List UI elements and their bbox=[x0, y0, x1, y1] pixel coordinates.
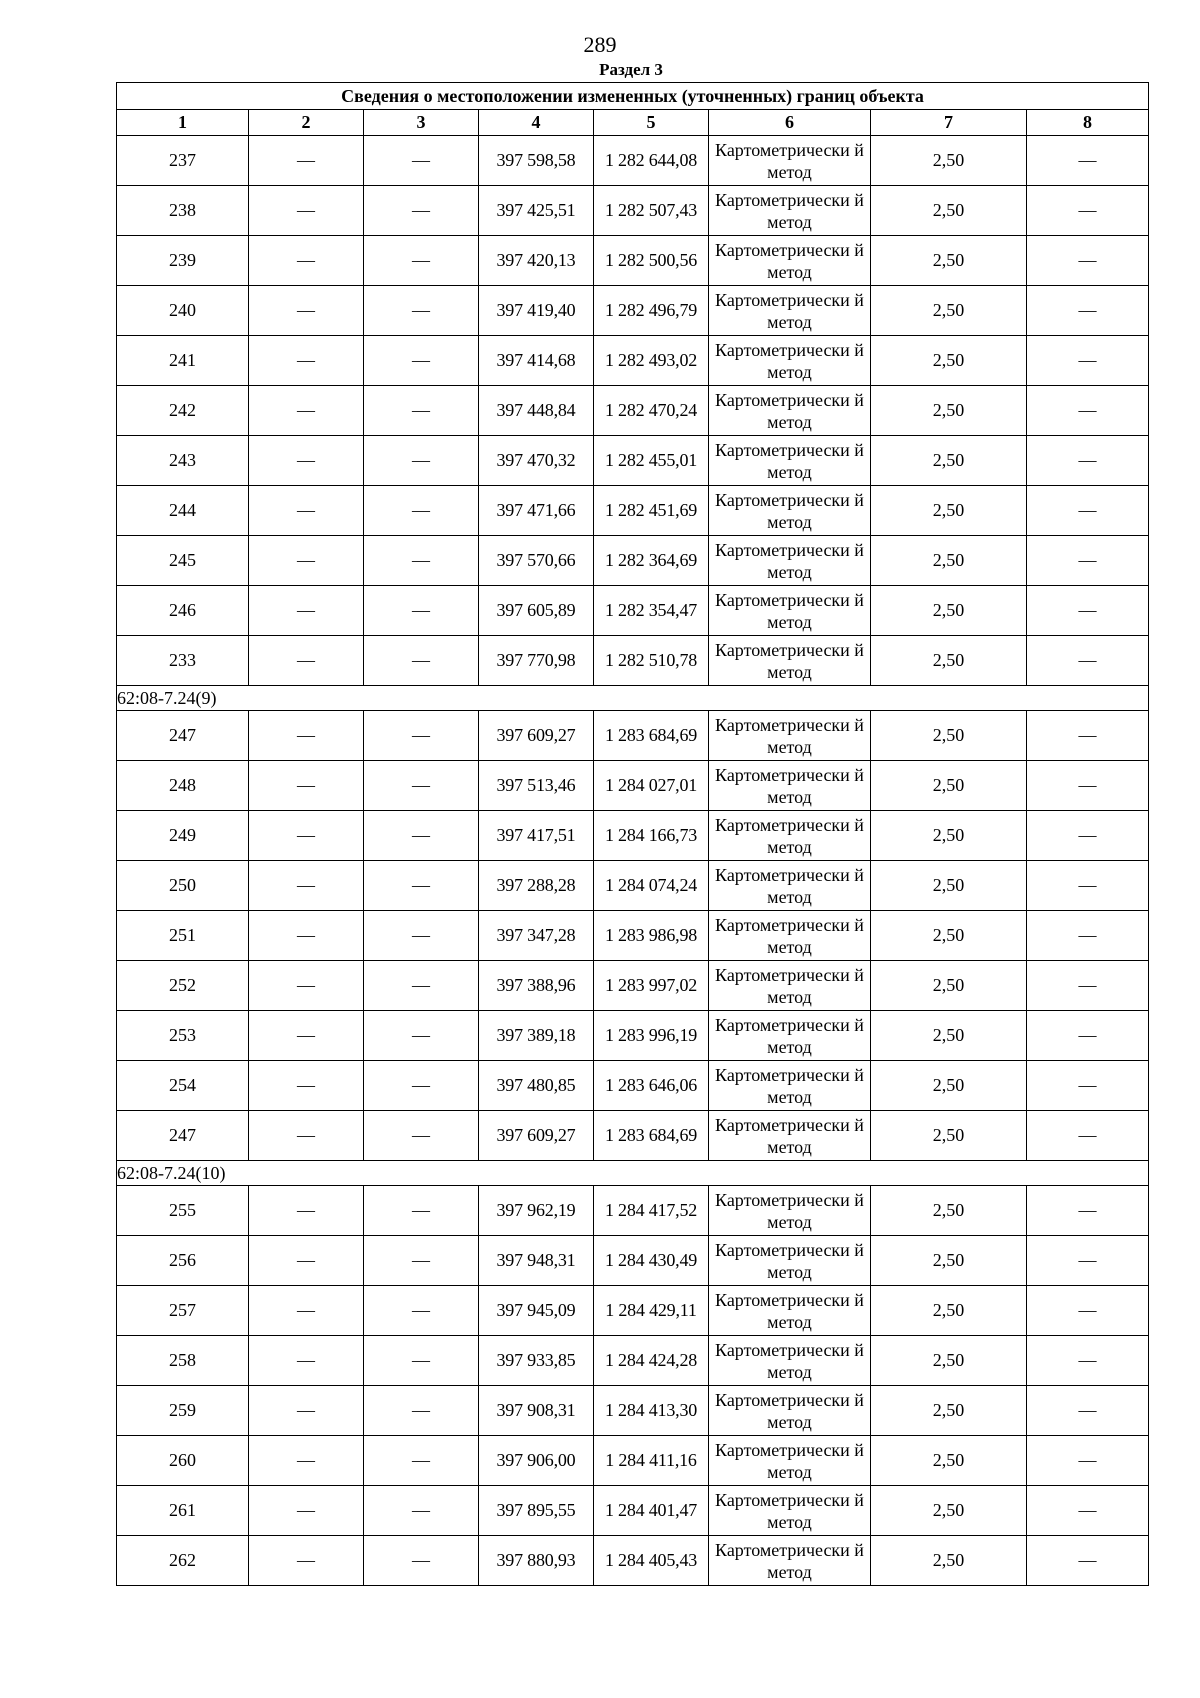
x-coordinate-cell: 397 609,27 bbox=[479, 711, 594, 761]
table-row bbox=[117, 961, 1149, 1011]
y-coordinate-cell: 1 284 417,52 bbox=[594, 1186, 709, 1236]
col2-cell: — bbox=[249, 711, 364, 761]
y-coordinate-cell: 1 284 401,47 bbox=[594, 1486, 709, 1536]
x-coordinate-cell: 397 895,55 bbox=[479, 1486, 594, 1536]
point-number-cell: 249 bbox=[117, 811, 249, 861]
x-coordinate-cell: 397 419,40 bbox=[479, 286, 594, 336]
accuracy-cell: 2,50 bbox=[871, 1386, 1027, 1436]
col2-cell: — bbox=[249, 1286, 364, 1336]
table-row bbox=[117, 711, 1149, 761]
y-coordinate-cell: 1 282 364,69 bbox=[594, 536, 709, 586]
col2-cell: — bbox=[249, 386, 364, 436]
col2-cell: — bbox=[249, 1236, 364, 1286]
col3-cell: — bbox=[364, 336, 479, 386]
x-coordinate-cell: 397 471,66 bbox=[479, 486, 594, 536]
table-row bbox=[117, 536, 1149, 586]
method-cell: Картометрически й метод bbox=[709, 186, 871, 236]
method-cell: Картометрически й метод bbox=[709, 236, 871, 286]
y-coordinate-cell: 1 283 997,02 bbox=[594, 961, 709, 1011]
method-cell: Картометрически й метод bbox=[709, 1336, 871, 1386]
col2-cell: — bbox=[249, 636, 364, 686]
method-cell: Картометрически й метод bbox=[709, 436, 871, 486]
table-title: Сведения о местоположении измененных (уточненных) границ объекта bbox=[117, 83, 1149, 110]
accuracy-cell: 2,50 bbox=[871, 236, 1027, 286]
point-number-cell: 245 bbox=[117, 536, 249, 586]
point-number-cell: 238 bbox=[117, 186, 249, 236]
col3-cell: — bbox=[364, 1111, 479, 1161]
col3-cell: — bbox=[364, 1286, 479, 1336]
method-cell: Картометрически й метод bbox=[709, 1286, 871, 1336]
table-row bbox=[117, 436, 1149, 486]
accuracy-cell: 2,50 bbox=[871, 486, 1027, 536]
column-header: 8 bbox=[1027, 110, 1149, 136]
x-coordinate-cell: 397 605,89 bbox=[479, 586, 594, 636]
table-row bbox=[117, 1236, 1149, 1286]
col2-cell: — bbox=[249, 861, 364, 911]
accuracy-cell: 2,50 bbox=[871, 636, 1027, 686]
col2-cell: — bbox=[249, 1486, 364, 1536]
x-coordinate-cell: 397 389,18 bbox=[479, 1011, 594, 1061]
point-number-cell: 251 bbox=[117, 911, 249, 961]
method-cell: Картометрически й метод bbox=[709, 961, 871, 1011]
point-number-cell: 254 bbox=[117, 1061, 249, 1111]
table-row bbox=[117, 486, 1149, 536]
point-number-cell: 258 bbox=[117, 1336, 249, 1386]
accuracy-cell: 2,50 bbox=[871, 911, 1027, 961]
col8-cell: — bbox=[1027, 1186, 1149, 1236]
accuracy-cell: 2,50 bbox=[871, 186, 1027, 236]
table-row bbox=[117, 636, 1149, 686]
y-coordinate-cell: 1 284 027,01 bbox=[594, 761, 709, 811]
x-coordinate-cell: 397 948,31 bbox=[479, 1236, 594, 1286]
x-coordinate-cell: 397 480,85 bbox=[479, 1061, 594, 1111]
col3-cell: — bbox=[364, 711, 479, 761]
y-coordinate-cell: 1 283 646,06 bbox=[594, 1061, 709, 1111]
accuracy-cell: 2,50 bbox=[871, 761, 1027, 811]
method-cell: Картометрически й метод bbox=[709, 1236, 871, 1286]
boundary-coordinates-table bbox=[116, 82, 1149, 1586]
x-coordinate-cell: 397 388,96 bbox=[479, 961, 594, 1011]
col2-cell: — bbox=[249, 811, 364, 861]
table-row bbox=[117, 1111, 1149, 1161]
col8-cell: — bbox=[1027, 1236, 1149, 1286]
column-header: 1 bbox=[117, 110, 249, 136]
y-coordinate-cell: 1 282 500,56 bbox=[594, 236, 709, 286]
y-coordinate-cell: 1 282 470,24 bbox=[594, 386, 709, 436]
point-number-cell: 241 bbox=[117, 336, 249, 386]
col3-cell: — bbox=[364, 961, 479, 1011]
x-coordinate-cell: 397 425,51 bbox=[479, 186, 594, 236]
accuracy-cell: 2,50 bbox=[871, 336, 1027, 386]
col8-cell: — bbox=[1027, 761, 1149, 811]
table-row bbox=[117, 1436, 1149, 1486]
accuracy-cell: 2,50 bbox=[871, 386, 1027, 436]
y-coordinate-cell: 1 282 496,79 bbox=[594, 286, 709, 336]
y-coordinate-cell: 1 282 354,47 bbox=[594, 586, 709, 636]
table-row bbox=[117, 286, 1149, 336]
column-header: 2 bbox=[249, 110, 364, 136]
y-coordinate-cell: 1 282 451,69 bbox=[594, 486, 709, 536]
accuracy-cell: 2,50 bbox=[871, 1286, 1027, 1336]
y-coordinate-cell: 1 284 430,49 bbox=[594, 1236, 709, 1286]
point-number-cell: 256 bbox=[117, 1236, 249, 1286]
col3-cell: — bbox=[364, 1536, 479, 1586]
y-coordinate-cell: 1 284 166,73 bbox=[594, 811, 709, 861]
method-cell: Картометрически й метод bbox=[709, 1186, 871, 1236]
x-coordinate-cell: 397 945,09 bbox=[479, 1286, 594, 1336]
table-row bbox=[117, 811, 1149, 861]
col3-cell: — bbox=[364, 286, 479, 336]
table-row bbox=[117, 911, 1149, 961]
point-number-cell: 262 bbox=[117, 1536, 249, 1586]
section-label: Раздел 3 bbox=[599, 60, 663, 79]
col2-cell: — bbox=[249, 236, 364, 286]
col2-cell: — bbox=[249, 911, 364, 961]
col3-cell: — bbox=[364, 1386, 479, 1436]
accuracy-cell: 2,50 bbox=[871, 1486, 1027, 1536]
page-number: 289 bbox=[583, 32, 617, 57]
point-number-cell: 242 bbox=[117, 386, 249, 436]
column-number-row bbox=[117, 110, 1149, 136]
point-number-cell: 237 bbox=[117, 136, 249, 186]
col3-cell: — bbox=[364, 1061, 479, 1111]
col3-cell: — bbox=[364, 236, 479, 286]
col8-cell: — bbox=[1027, 1061, 1149, 1111]
col2-cell: — bbox=[249, 761, 364, 811]
col3-cell: — bbox=[364, 1336, 479, 1386]
col3-cell: — bbox=[364, 536, 479, 586]
method-cell: Картометрически й метод bbox=[709, 1436, 871, 1486]
col8-cell: — bbox=[1027, 236, 1149, 286]
y-coordinate-cell: 1 282 644,08 bbox=[594, 136, 709, 186]
column-header: 6 bbox=[709, 110, 871, 136]
x-coordinate-cell: 397 770,98 bbox=[479, 636, 594, 686]
method-cell: Картометрически й метод bbox=[709, 1486, 871, 1536]
method-cell: Картометрически й метод bbox=[709, 761, 871, 811]
col3-cell: — bbox=[364, 136, 479, 186]
table-row bbox=[117, 1286, 1149, 1336]
accuracy-cell: 2,50 bbox=[871, 1236, 1027, 1286]
method-cell: Картометрически й метод bbox=[709, 1011, 871, 1061]
col2-cell: — bbox=[249, 136, 364, 186]
method-cell: Картометрически й метод bbox=[709, 711, 871, 761]
group-label: 62:08-7.24(9) bbox=[117, 686, 1149, 711]
x-coordinate-cell: 397 598,58 bbox=[479, 136, 594, 186]
col8-cell: — bbox=[1027, 436, 1149, 486]
point-number-cell: 257 bbox=[117, 1286, 249, 1336]
col8-cell: — bbox=[1027, 136, 1149, 186]
method-cell: Картометрически й метод bbox=[709, 1536, 871, 1586]
col8-cell: — bbox=[1027, 1011, 1149, 1061]
point-number-cell: 255 bbox=[117, 1186, 249, 1236]
point-number-cell: 261 bbox=[117, 1486, 249, 1536]
y-coordinate-cell: 1 284 413,30 bbox=[594, 1386, 709, 1436]
col8-cell: — bbox=[1027, 1286, 1149, 1336]
col2-cell: — bbox=[249, 1011, 364, 1061]
col3-cell: — bbox=[364, 1436, 479, 1486]
col8-cell: — bbox=[1027, 811, 1149, 861]
table-row bbox=[117, 861, 1149, 911]
table-row bbox=[117, 1011, 1149, 1061]
y-coordinate-cell: 1 283 684,69 bbox=[594, 711, 709, 761]
col3-cell: — bbox=[364, 586, 479, 636]
point-number-cell: 250 bbox=[117, 861, 249, 911]
col3-cell: — bbox=[364, 911, 479, 961]
col2-cell: — bbox=[249, 436, 364, 486]
column-header: 3 bbox=[364, 110, 479, 136]
point-number-cell: 233 bbox=[117, 636, 249, 686]
point-number-cell: 247 bbox=[117, 1111, 249, 1161]
col8-cell: — bbox=[1027, 336, 1149, 386]
col3-cell: — bbox=[364, 1236, 479, 1286]
col8-cell: — bbox=[1027, 536, 1149, 586]
col8-cell: — bbox=[1027, 286, 1149, 336]
x-coordinate-cell: 397 420,13 bbox=[479, 236, 594, 286]
col2-cell: — bbox=[249, 486, 364, 536]
table-row bbox=[117, 386, 1149, 436]
column-header: 5 bbox=[594, 110, 709, 136]
accuracy-cell: 2,50 bbox=[871, 1061, 1027, 1111]
group-label: 62:08-7.24(10) bbox=[117, 1161, 1149, 1186]
col8-cell: — bbox=[1027, 586, 1149, 636]
col2-cell: — bbox=[249, 1436, 364, 1486]
table-row bbox=[117, 761, 1149, 811]
table-row bbox=[117, 236, 1149, 286]
method-cell: Картометрически й метод bbox=[709, 811, 871, 861]
y-coordinate-cell: 1 284 411,16 bbox=[594, 1436, 709, 1486]
x-coordinate-cell: 397 470,32 bbox=[479, 436, 594, 486]
point-number-cell: 243 bbox=[117, 436, 249, 486]
x-coordinate-cell: 397 347,28 bbox=[479, 911, 594, 961]
col2-cell: — bbox=[249, 286, 364, 336]
point-number-cell: 252 bbox=[117, 961, 249, 1011]
method-cell: Картометрически й метод bbox=[709, 386, 871, 436]
method-cell: Картометрически й метод bbox=[709, 136, 871, 186]
y-coordinate-cell: 1 284 429,11 bbox=[594, 1286, 709, 1336]
table-row bbox=[117, 586, 1149, 636]
col3-cell: — bbox=[364, 386, 479, 436]
method-cell: Картометрически й метод bbox=[709, 586, 871, 636]
method-cell: Картометрически й метод bbox=[709, 861, 871, 911]
y-coordinate-cell: 1 284 424,28 bbox=[594, 1336, 709, 1386]
col8-cell: — bbox=[1027, 1436, 1149, 1486]
col3-cell: — bbox=[364, 1186, 479, 1236]
table-row bbox=[117, 336, 1149, 386]
col8-cell: — bbox=[1027, 1336, 1149, 1386]
col2-cell: — bbox=[249, 1111, 364, 1161]
column-header: 4 bbox=[479, 110, 594, 136]
accuracy-cell: 2,50 bbox=[871, 711, 1027, 761]
col2-cell: — bbox=[249, 1061, 364, 1111]
col3-cell: — bbox=[364, 761, 479, 811]
col8-cell: — bbox=[1027, 1536, 1149, 1586]
col3-cell: — bbox=[364, 486, 479, 536]
point-number-cell: 259 bbox=[117, 1386, 249, 1436]
col8-cell: — bbox=[1027, 911, 1149, 961]
point-number-cell: 260 bbox=[117, 1436, 249, 1486]
col3-cell: — bbox=[364, 436, 479, 486]
col3-cell: — bbox=[364, 636, 479, 686]
col2-cell: — bbox=[249, 1536, 364, 1586]
method-cell: Картометрически й метод bbox=[709, 1386, 871, 1436]
col2-cell: — bbox=[249, 1386, 364, 1436]
x-coordinate-cell: 397 609,27 bbox=[479, 1111, 594, 1161]
method-cell: Картометрически й метод bbox=[709, 1061, 871, 1111]
x-coordinate-cell: 397 880,93 bbox=[479, 1536, 594, 1586]
x-coordinate-cell: 397 448,84 bbox=[479, 386, 594, 436]
y-coordinate-cell: 1 282 493,02 bbox=[594, 336, 709, 386]
col2-cell: — bbox=[249, 336, 364, 386]
col2-cell: — bbox=[249, 1186, 364, 1236]
accuracy-cell: 2,50 bbox=[871, 586, 1027, 636]
accuracy-cell: 2,50 bbox=[871, 136, 1027, 186]
col3-cell: — bbox=[364, 861, 479, 911]
point-number-cell: 240 bbox=[117, 286, 249, 336]
col3-cell: — bbox=[364, 186, 479, 236]
table-row bbox=[117, 1536, 1149, 1586]
col2-cell: — bbox=[249, 536, 364, 586]
x-coordinate-cell: 397 906,00 bbox=[479, 1436, 594, 1486]
y-coordinate-cell: 1 282 510,78 bbox=[594, 636, 709, 686]
method-cell: Картометрически й метод bbox=[709, 336, 871, 386]
col3-cell: — bbox=[364, 811, 479, 861]
col2-cell: — bbox=[249, 1336, 364, 1386]
table-row bbox=[117, 186, 1149, 236]
accuracy-cell: 2,50 bbox=[871, 436, 1027, 486]
accuracy-cell: 2,50 bbox=[871, 1536, 1027, 1586]
accuracy-cell: 2,50 bbox=[871, 1186, 1027, 1236]
table-row bbox=[117, 1486, 1149, 1536]
accuracy-cell: 2,50 bbox=[871, 811, 1027, 861]
point-number-cell: 244 bbox=[117, 486, 249, 536]
method-cell: Картометрически й метод bbox=[709, 911, 871, 961]
y-coordinate-cell: 1 284 074,24 bbox=[594, 861, 709, 911]
point-number-cell: 248 bbox=[117, 761, 249, 811]
col3-cell: — bbox=[364, 1011, 479, 1061]
method-cell: Картометрически й метод bbox=[709, 636, 871, 686]
col8-cell: — bbox=[1027, 186, 1149, 236]
col8-cell: — bbox=[1027, 1386, 1149, 1436]
y-coordinate-cell: 1 283 986,98 bbox=[594, 911, 709, 961]
y-coordinate-cell: 1 283 996,19 bbox=[594, 1011, 709, 1061]
x-coordinate-cell: 397 513,46 bbox=[479, 761, 594, 811]
col2-cell: — bbox=[249, 586, 364, 636]
point-number-cell: 253 bbox=[117, 1011, 249, 1061]
table-row bbox=[117, 1386, 1149, 1436]
accuracy-cell: 2,50 bbox=[871, 1111, 1027, 1161]
method-cell: Картометрически й метод bbox=[709, 1111, 871, 1161]
accuracy-cell: 2,50 bbox=[871, 286, 1027, 336]
col3-cell: — bbox=[364, 1486, 479, 1536]
method-cell: Картометрически й метод bbox=[709, 286, 871, 336]
x-coordinate-cell: 397 962,19 bbox=[479, 1186, 594, 1236]
x-coordinate-cell: 397 908,31 bbox=[479, 1386, 594, 1436]
y-coordinate-cell: 1 283 684,69 bbox=[594, 1111, 709, 1161]
col8-cell: — bbox=[1027, 386, 1149, 436]
x-coordinate-cell: 397 570,66 bbox=[479, 536, 594, 586]
column-header: 7 bbox=[871, 110, 1027, 136]
col8-cell: — bbox=[1027, 486, 1149, 536]
table-row bbox=[117, 1336, 1149, 1386]
y-coordinate-cell: 1 282 455,01 bbox=[594, 436, 709, 486]
point-number-cell: 247 bbox=[117, 711, 249, 761]
x-coordinate-cell: 397 288,28 bbox=[479, 861, 594, 911]
group-header-row bbox=[117, 686, 1149, 711]
accuracy-cell: 2,50 bbox=[871, 961, 1027, 1011]
point-number-cell: 239 bbox=[117, 236, 249, 286]
y-coordinate-cell: 1 284 405,43 bbox=[594, 1536, 709, 1586]
col8-cell: — bbox=[1027, 861, 1149, 911]
group-header-row bbox=[117, 1161, 1149, 1186]
table-row bbox=[117, 1186, 1149, 1236]
table-body bbox=[117, 136, 1149, 1586]
accuracy-cell: 2,50 bbox=[871, 1436, 1027, 1486]
col8-cell: — bbox=[1027, 1111, 1149, 1161]
table-row bbox=[117, 136, 1149, 186]
y-coordinate-cell: 1 282 507,43 bbox=[594, 186, 709, 236]
x-coordinate-cell: 397 933,85 bbox=[479, 1336, 594, 1386]
accuracy-cell: 2,50 bbox=[871, 536, 1027, 586]
accuracy-cell: 2,50 bbox=[871, 1336, 1027, 1386]
x-coordinate-cell: 397 414,68 bbox=[479, 336, 594, 386]
col8-cell: — bbox=[1027, 1486, 1149, 1536]
col8-cell: — bbox=[1027, 636, 1149, 686]
col8-cell: — bbox=[1027, 961, 1149, 1011]
table-row bbox=[117, 1061, 1149, 1111]
method-cell: Картометрически й метод bbox=[709, 536, 871, 586]
accuracy-cell: 2,50 bbox=[871, 861, 1027, 911]
method-cell: Картометрически й метод bbox=[709, 486, 871, 536]
accuracy-cell: 2,50 bbox=[871, 1011, 1027, 1061]
point-number-cell: 246 bbox=[117, 586, 249, 636]
col8-cell: — bbox=[1027, 711, 1149, 761]
col2-cell: — bbox=[249, 961, 364, 1011]
x-coordinate-cell: 397 417,51 bbox=[479, 811, 594, 861]
col2-cell: — bbox=[249, 186, 364, 236]
